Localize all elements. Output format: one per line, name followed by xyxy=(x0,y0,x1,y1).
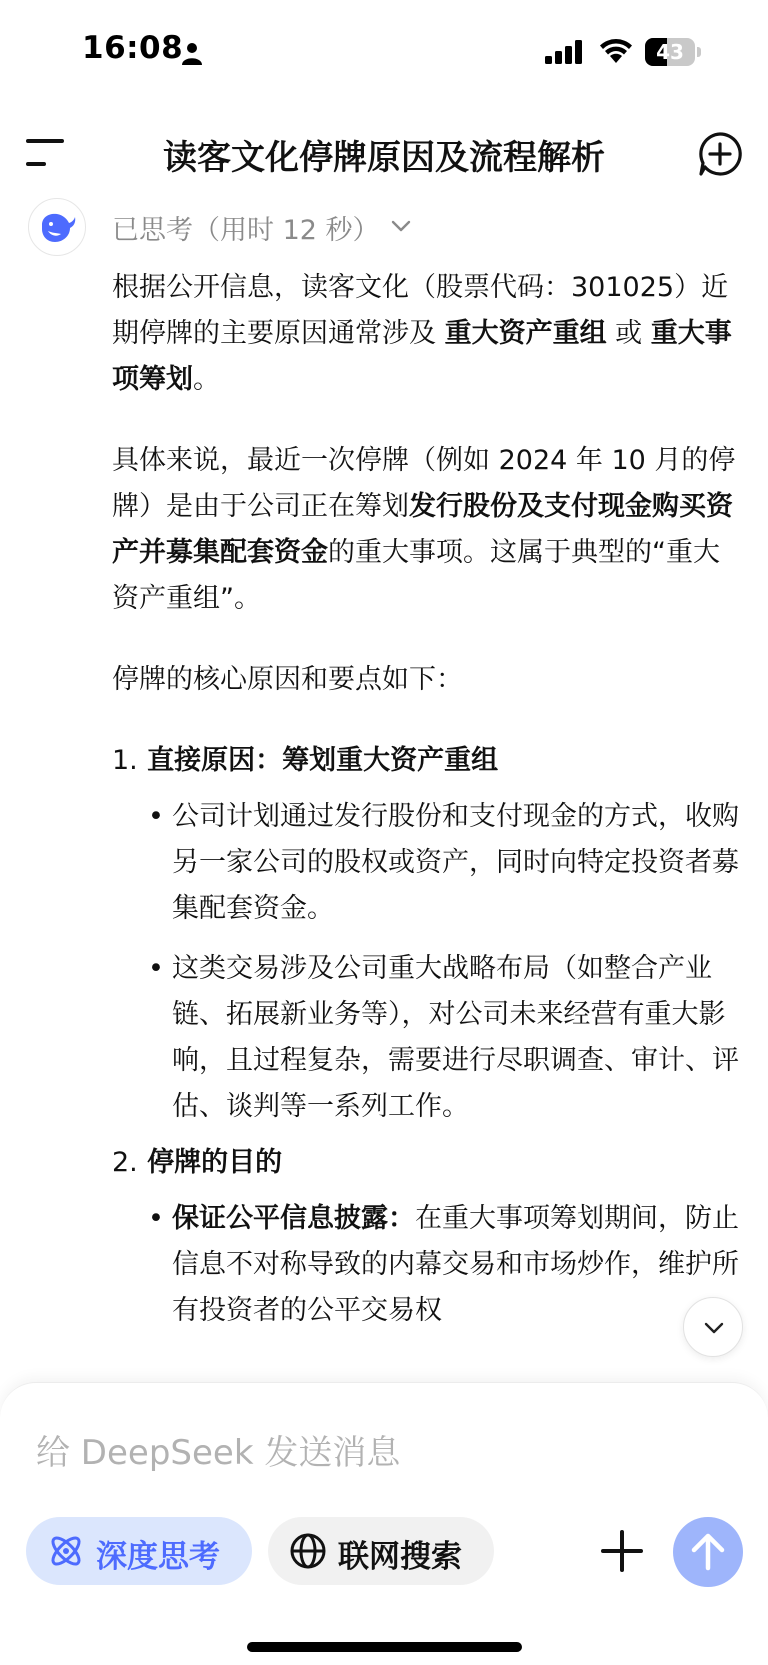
new-chat-icon[interactable] xyxy=(696,130,744,178)
battery-indicator xyxy=(645,38,701,66)
message-text: 具体来说，最近一次停牌（例如 2024 年 10 月的停牌）是由于公司正在筹划 xyxy=(112,445,736,522)
section-heading xyxy=(112,1140,742,1186)
bullet-item: • 公司计划通过发行股份和支付现金的方式，收购另一家公司的股权或资产，同时向特定投资者募集配套资金。 xyxy=(112,794,742,932)
chevron-down-icon[interactable] xyxy=(390,218,412,234)
battery-body xyxy=(645,38,695,66)
message-paragraph xyxy=(112,438,742,622)
message-text: 。 xyxy=(193,364,220,395)
deepthink-toggle[interactable] xyxy=(26,1517,252,1585)
message-text: 的重大事项。这属于典型的“重大资产重组”。 xyxy=(112,537,720,614)
message-bold-text: 发行股份及支付现金购买资产并募集配套资金 xyxy=(112,491,733,568)
add-attachment-icon[interactable] xyxy=(600,1529,644,1573)
page-title: 读客文化停牌原因及流程解析 xyxy=(163,138,605,178)
bullet-item: • 这类交易涉及公司重大战略布局（如整合产业链、拓展新业务等），对公司未来经营有重大影响，且过程复杂，需要进行尽职调查、审计、评估、谈判等一系列工作。 xyxy=(112,946,742,1130)
battery-level: 43 xyxy=(656,40,684,64)
bullet-bold-text: 保证公平信息披露： xyxy=(172,1203,415,1234)
scroll-to-bottom-button[interactable] xyxy=(683,1297,743,1357)
section-number: 1. xyxy=(112,745,138,776)
message-paragraph: 停牌的核心原因和要点如下： xyxy=(112,664,463,695)
chat-header xyxy=(0,110,768,190)
websearch-toggle[interactable] xyxy=(268,1517,494,1585)
websearch-label: 联网搜索 xyxy=(338,1539,462,1575)
thinking-status[interactable]: 已思考（用时 12 秒） xyxy=(112,215,380,246)
deepthink-label: 深度思考 xyxy=(96,1539,220,1575)
chevron-down-icon xyxy=(703,1320,725,1336)
section-title: 直接原因：筹划重大资产重组 xyxy=(147,745,499,776)
menu-icon[interactable] xyxy=(26,136,68,168)
section-number: 2. xyxy=(112,1147,138,1178)
send-button[interactable] xyxy=(673,1517,743,1587)
home-indicator xyxy=(247,1642,522,1652)
bullet-item xyxy=(112,1196,742,1334)
message-paragraph xyxy=(112,265,742,403)
assistant-message xyxy=(112,265,742,1334)
cellular-signal-icon xyxy=(545,40,585,64)
arrow-up-icon xyxy=(690,1532,726,1572)
message-bold-text: 重大事项筹划 xyxy=(112,318,732,395)
message-bold-text: 重大资产重组 xyxy=(444,318,607,349)
wifi-icon xyxy=(598,36,634,64)
bullet-text: 在重大事项筹划期间，防止信息不对称导致的内幕交易和市场炒作，维护所有投资者的公平交易权 xyxy=(172,1203,739,1326)
status-time: 16:08 xyxy=(82,30,184,66)
section-heading xyxy=(112,738,742,784)
battery-tip xyxy=(697,47,701,57)
deepseek-avatar xyxy=(28,198,86,256)
message-text: 根据公开信息，读客文化（股票代码：301025）近期停牌的主要原因通常涉及 xyxy=(112,272,729,349)
section-title: 停牌的目的 xyxy=(147,1147,283,1178)
atom-icon xyxy=(46,1531,86,1571)
globe-icon xyxy=(288,1531,328,1571)
status-bar xyxy=(0,0,768,100)
person-icon xyxy=(180,41,204,65)
message-composer xyxy=(0,1382,768,1665)
message-input[interactable]: 给 DeepSeek 发送消息 xyxy=(36,1433,401,1473)
deepseek-whale-icon xyxy=(39,211,77,245)
message-text: 或 xyxy=(606,318,651,349)
